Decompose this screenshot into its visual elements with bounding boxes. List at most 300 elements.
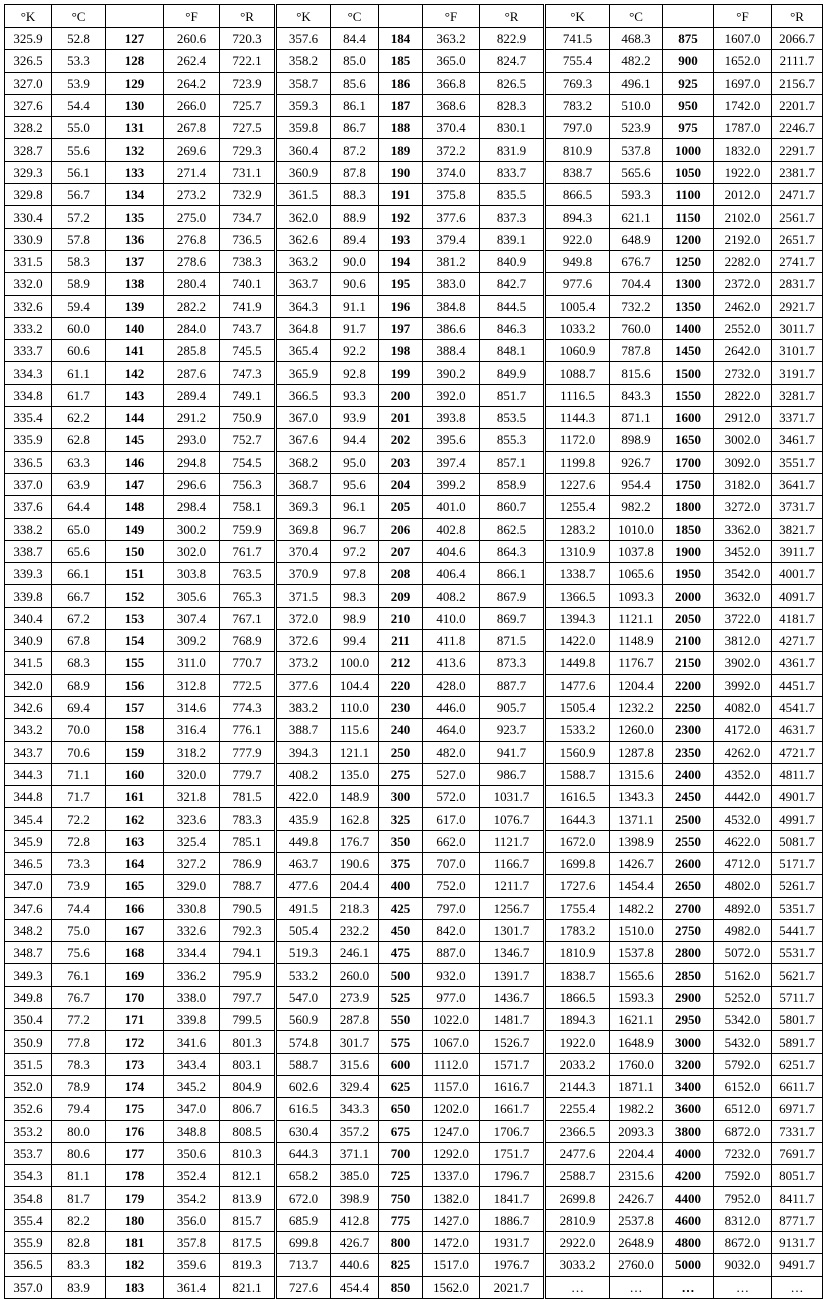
converted-value-cell: 9491.7 <box>772 1254 823 1276</box>
converted-value-cell: 339.8 <box>164 1009 220 1031</box>
converted-value-cell: 334.8 <box>5 384 52 406</box>
key-value-cell: 600 <box>379 1053 423 1075</box>
table-row <box>5 897 823 919</box>
converted-value-cell: 5162.0 <box>714 964 772 986</box>
converted-value-cell: 363.2 <box>276 250 331 272</box>
key-value-cell: 209 <box>379 585 423 607</box>
converted-value-cell: 386.6 <box>423 317 480 339</box>
converted-value-cell: 720.3 <box>220 28 276 50</box>
converted-value-cell: 2648.9 <box>610 1232 663 1254</box>
converted-value-cell: 835.5 <box>480 184 545 206</box>
key-value-cell: 159 <box>106 741 164 763</box>
key-value-cell: 2300 <box>663 719 714 741</box>
converted-value-cell: 1832.0 <box>714 139 772 161</box>
converted-value-cell: 779.7 <box>220 763 276 785</box>
converted-value-cell: 80.6 <box>52 1142 106 1164</box>
table-row <box>5 1098 823 1120</box>
converted-value-cell: 1310.9 <box>545 540 610 562</box>
header-rankine-col-4: °R <box>220 5 276 28</box>
converted-value-cell: 2204.4 <box>610 1142 663 1164</box>
converted-value-cell: 58.3 <box>52 250 106 272</box>
key-value-cell: 187 <box>379 94 423 116</box>
header-celsius-col-11: °C <box>610 5 663 28</box>
converted-value-cell: 797.0 <box>423 897 480 919</box>
converted-value-cell: 408.2 <box>276 763 331 785</box>
table-row <box>5 1031 823 1053</box>
converted-value-cell: 426.7 <box>331 1232 379 1254</box>
converted-value-cell: 1022.0 <box>423 1009 480 1031</box>
converted-value-cell: 1116.5 <box>545 384 610 406</box>
key-value-cell: 146 <box>106 451 164 473</box>
converted-value-cell: 81.7 <box>52 1187 106 1209</box>
converted-value-cell: 5261.7 <box>772 875 823 897</box>
converted-value-cell: 332.0 <box>5 273 52 295</box>
converted-value-cell: 4802.0 <box>714 875 772 897</box>
converted-value-cell: 560.9 <box>276 1009 331 1031</box>
table-row <box>5 674 823 696</box>
header-row <box>5 5 823 28</box>
converted-value-cell: 1338.7 <box>545 563 610 585</box>
converted-value-cell: 343.3 <box>331 1098 379 1120</box>
converted-value-cell: 372.0 <box>276 607 331 629</box>
converted-value-cell: 3722.0 <box>714 607 772 629</box>
converted-value-cell: 843.3 <box>610 384 663 406</box>
converted-value-cell: 2201.7 <box>772 94 823 116</box>
converted-value-cell: 7331.7 <box>772 1120 823 1142</box>
table-row <box>5 429 823 451</box>
converted-value-cell: 477.6 <box>276 875 331 897</box>
converted-value-cell: 602.6 <box>276 1075 331 1097</box>
converted-value-cell: 1346.7 <box>480 942 545 964</box>
converted-value-cell: 329.3 <box>5 161 52 183</box>
key-value-cell: 191 <box>379 184 423 206</box>
converted-value-cell: 1571.7 <box>480 1053 545 1075</box>
converted-value-cell: 91.1 <box>331 295 379 317</box>
converted-value-cell: 1616.5 <box>545 786 610 808</box>
converted-value-cell: 849.9 <box>480 362 545 384</box>
key-value-cell: 201 <box>379 407 423 429</box>
converted-value-cell: 379.4 <box>423 228 480 250</box>
header-celsius-col-1: °C <box>52 5 106 28</box>
key-value-cell: 132 <box>106 139 164 161</box>
converted-value-cell: 264.2 <box>164 72 220 94</box>
converted-value-cell: 76.1 <box>52 964 106 986</box>
header-key-col-2 <box>106 5 164 28</box>
converted-value-cell: 2282.0 <box>714 250 772 272</box>
key-value-cell: 450 <box>379 919 423 941</box>
converted-value-cell: 510.0 <box>610 94 663 116</box>
converted-value-cell: 359.6 <box>164 1254 220 1276</box>
key-value-cell: 1250 <box>663 250 714 272</box>
table-row <box>5 295 823 317</box>
converted-value-cell: 887.7 <box>480 674 545 696</box>
converted-value-cell: 58.9 <box>52 273 106 295</box>
converted-value-cell: 1755.4 <box>545 897 610 919</box>
converted-value-cell: 734.7 <box>220 206 276 228</box>
converted-value-cell: 869.7 <box>480 607 545 629</box>
converted-value-cell: 73.3 <box>52 852 106 874</box>
key-value-cell: 189 <box>379 139 423 161</box>
converted-value-cell: 2156.7 <box>772 72 823 94</box>
converted-value-cell: 704.4 <box>610 273 663 295</box>
converted-value-cell: 260.6 <box>164 28 220 50</box>
converted-value-cell: 6971.7 <box>772 1098 823 1120</box>
converted-value-cell: 2381.7 <box>772 161 823 183</box>
converted-value-cell: 1810.9 <box>545 942 610 964</box>
converted-value-cell: 365.9 <box>276 362 331 384</box>
converted-value-cell: 88.9 <box>331 206 379 228</box>
converted-value-cell: 977.0 <box>423 986 480 1008</box>
converted-value-cell: 1121.7 <box>480 830 545 852</box>
converted-value-cell: 67.8 <box>52 630 106 652</box>
converted-value-cell: 1841.7 <box>480 1187 545 1209</box>
converted-value-cell: 3092.0 <box>714 451 772 473</box>
converted-value-cell: 328.2 <box>5 117 52 139</box>
converted-value-cell: 3191.7 <box>772 362 823 384</box>
key-value-cell: 203 <box>379 451 423 473</box>
converted-value-cell: 329.8 <box>5 184 52 206</box>
converted-value-cell: 769.3 <box>545 72 610 94</box>
conversion-table-container <box>4 4 815 1299</box>
table-row <box>5 28 823 50</box>
converted-value-cell: 740.1 <box>220 273 276 295</box>
header-kelvin-col-0: °K <box>5 5 52 28</box>
converted-value-cell: 75.6 <box>52 942 106 964</box>
key-value-cell: 192 <box>379 206 423 228</box>
converted-value-cell: 926.7 <box>610 451 663 473</box>
converted-value-cell: 390.2 <box>423 362 480 384</box>
key-value-cell: 1650 <box>663 429 714 451</box>
converted-value-cell: 337.0 <box>5 473 52 495</box>
converted-value-cell: 1699.8 <box>545 852 610 874</box>
header-fahrenheit-col-8: °F <box>423 5 480 28</box>
converted-value-cell: 1783.2 <box>545 919 610 941</box>
converted-value-cell: 1931.7 <box>480 1232 545 1254</box>
converted-value-cell: 4082.0 <box>714 696 772 718</box>
table-row <box>5 451 823 473</box>
converted-value-cell: 454.4 <box>331 1276 379 1298</box>
converted-value-cell: 463.7 <box>276 852 331 874</box>
key-value-cell: 800 <box>379 1232 423 1254</box>
key-value-cell: 156 <box>106 674 164 696</box>
header-key-col-7 <box>379 5 423 28</box>
converted-value-cell: 5801.7 <box>772 1009 823 1031</box>
converted-value-cell: 190.6 <box>331 852 379 874</box>
converted-value-cell: 287.6 <box>164 362 220 384</box>
key-value-cell: 171 <box>106 1009 164 1031</box>
key-value-cell: 194 <box>379 250 423 272</box>
key-value-cell: 325 <box>379 808 423 830</box>
converted-value-cell: 2921.7 <box>772 295 823 317</box>
key-value-cell: 200 <box>379 384 423 406</box>
key-value-cell: 131 <box>106 117 164 139</box>
converted-value-cell: 96.1 <box>331 496 379 518</box>
converted-value-cell: 1976.7 <box>480 1254 545 1276</box>
converted-value-cell: 74.4 <box>52 897 106 919</box>
table-row <box>5 964 823 986</box>
converted-value-cell: 1621.1 <box>610 1009 663 1031</box>
converted-value-cell: 363.2 <box>423 28 480 50</box>
table-row <box>5 250 823 272</box>
converted-value-cell: 3812.0 <box>714 630 772 652</box>
converted-value-cell: 1260.0 <box>610 719 663 741</box>
header-celsius-col-6: °C <box>331 5 379 28</box>
converted-value-cell: 815.7 <box>220 1209 276 1231</box>
converted-value-cell: 871.1 <box>610 407 663 429</box>
converted-value-cell: 364.3 <box>276 295 331 317</box>
converted-value-cell: 593.3 <box>610 184 663 206</box>
key-value-cell: 204 <box>379 473 423 495</box>
converted-value-cell: 1886.7 <box>480 1209 545 1231</box>
converted-value-cell: 1588.7 <box>545 763 610 785</box>
converted-value-cell: 6611.7 <box>772 1075 823 1097</box>
converted-value-cell: 2810.9 <box>545 1209 610 1231</box>
converted-value-cell: 381.2 <box>423 250 480 272</box>
converted-value-cell: 76.7 <box>52 986 106 1008</box>
converted-value-cell: 1562.0 <box>423 1276 480 1298</box>
converted-value-cell: 1616.7 <box>480 1075 545 1097</box>
converted-value-cell: 8411.7 <box>772 1187 823 1209</box>
converted-value-cell: 62.2 <box>52 407 106 429</box>
converted-value-cell: 588.7 <box>276 1053 331 1075</box>
converted-value-cell: 5432.0 <box>714 1031 772 1053</box>
converted-value-cell: 330.9 <box>5 228 52 250</box>
key-value-cell: 4000 <box>663 1142 714 1164</box>
converted-value-cell: 1076.7 <box>480 808 545 830</box>
converted-value-cell: 3911.7 <box>772 540 823 562</box>
converted-value-cell: 1982.2 <box>610 1098 663 1120</box>
converted-value-cell: 1199.8 <box>545 451 610 473</box>
converted-value-cell: 93.3 <box>331 384 379 406</box>
converted-value-cell: 1866.5 <box>545 986 610 1008</box>
converted-value-cell: 815.6 <box>610 362 663 384</box>
converted-value-cell: 2093.3 <box>610 1120 663 1142</box>
key-value-cell: 160 <box>106 763 164 785</box>
key-value-cell: 177 <box>106 1142 164 1164</box>
converted-value-cell: 672.0 <box>276 1187 331 1209</box>
converted-value-cell: 1398.9 <box>610 830 663 852</box>
converted-value-cell: 5351.7 <box>772 897 823 919</box>
converted-value-cell: 1537.8 <box>610 942 663 964</box>
header-fahrenheit-col-3: °F <box>164 5 220 28</box>
converted-value-cell: 340.4 <box>5 607 52 629</box>
converted-value-cell: 822.9 <box>480 28 545 50</box>
converted-value-cell: 320.0 <box>164 763 220 785</box>
converted-value-cell: 1505.4 <box>545 696 610 718</box>
converted-value-cell: 2315.6 <box>610 1165 663 1187</box>
converted-value-cell: 323.6 <box>164 808 220 830</box>
converted-value-cell: 741.9 <box>220 295 276 317</box>
converted-value-cell: 1449.8 <box>545 652 610 674</box>
converted-value-cell: 321.8 <box>164 786 220 808</box>
converted-value-cell: 763.5 <box>220 563 276 585</box>
converted-value-cell: 1533.2 <box>545 719 610 741</box>
converted-value-cell: 2471.7 <box>772 184 823 206</box>
converted-value-cell: 2372.0 <box>714 273 772 295</box>
key-value-cell: 650 <box>379 1098 423 1120</box>
table-row <box>5 763 823 785</box>
converted-value-cell: 63.9 <box>52 473 106 495</box>
key-value-cell: 152 <box>106 585 164 607</box>
key-value-cell: 700 <box>379 1142 423 1164</box>
key-value-cell: 850 <box>379 1276 423 1298</box>
converted-value-cell: 311.0 <box>164 652 220 674</box>
converted-value-cell: 547.0 <box>276 986 331 1008</box>
converted-value-cell: 1482.2 <box>610 897 663 919</box>
converted-value-cell: 3281.7 <box>772 384 823 406</box>
converted-value-cell: 271.4 <box>164 161 220 183</box>
converted-value-cell: 1033.2 <box>545 317 610 339</box>
converted-value-cell: 8672.0 <box>714 1232 772 1254</box>
key-value-cell: 195 <box>379 273 423 295</box>
converted-value-cell: 115.6 <box>331 719 379 741</box>
converted-value-cell: 88.3 <box>331 184 379 206</box>
table-row <box>5 1187 823 1209</box>
key-value-cell: 625 <box>379 1075 423 1097</box>
converted-value-cell: 760.0 <box>610 317 663 339</box>
key-value-cell: 575 <box>379 1031 423 1053</box>
converted-value-cell: 440.6 <box>331 1254 379 1276</box>
key-value-cell: 155 <box>106 652 164 674</box>
key-value-cell: 1950 <box>663 563 714 585</box>
table-row <box>5 563 823 585</box>
key-value-cell: 5000 <box>663 1254 714 1276</box>
converted-value-cell: 282.2 <box>164 295 220 317</box>
converted-value-cell: 1343.3 <box>610 786 663 808</box>
converted-value-cell: 52.8 <box>52 28 106 50</box>
converted-value-cell: 830.1 <box>480 117 545 139</box>
converted-value-cell: 148.9 <box>331 786 379 808</box>
converted-value-cell: 398.9 <box>331 1187 379 1209</box>
table-row <box>5 1209 823 1231</box>
key-value-cell: 2500 <box>663 808 714 830</box>
key-value-cell: 3200 <box>663 1053 714 1075</box>
converted-value-cell: 846.3 <box>480 317 545 339</box>
converted-value-cell: 298.4 <box>164 496 220 518</box>
key-value-cell: 250 <box>379 741 423 763</box>
table-row <box>5 273 823 295</box>
converted-value-cell: 747.3 <box>220 362 276 384</box>
key-value-cell: 190 <box>379 161 423 183</box>
key-value-cell: 182 <box>106 1254 164 1276</box>
converted-value-cell: 5711.7 <box>772 986 823 1008</box>
converted-value-cell: 621.1 <box>610 206 663 228</box>
converted-value-cell: 338.0 <box>164 986 220 1008</box>
converted-value-cell: 676.7 <box>610 250 663 272</box>
key-value-cell: 141 <box>106 340 164 362</box>
converted-value-cell: 5891.7 <box>772 1031 823 1053</box>
key-value-cell: 186 <box>379 72 423 94</box>
key-value-cell: 350 <box>379 830 423 852</box>
converted-value-cell: 2561.7 <box>772 206 823 228</box>
key-value-cell: 2550 <box>663 830 714 852</box>
converted-value-cell: … <box>610 1276 663 1298</box>
converted-value-cell: 1481.7 <box>480 1009 545 1031</box>
converted-value-cell: 785.1 <box>220 830 276 852</box>
key-value-cell: 161 <box>106 786 164 808</box>
converted-value-cell: 941.7 <box>480 741 545 763</box>
converted-value-cell: 1060.9 <box>545 340 610 362</box>
converted-value-cell: 1232.2 <box>610 696 663 718</box>
converted-value-cell: 7592.0 <box>714 1165 772 1187</box>
converted-value-cell: 662.0 <box>423 830 480 852</box>
converted-value-cell: 2651.7 <box>772 228 823 250</box>
converted-value-cell: 3902.0 <box>714 652 772 674</box>
converted-value-cell: 9131.7 <box>772 1232 823 1254</box>
key-value-cell: 138 <box>106 273 164 295</box>
converted-value-cell: 4991.7 <box>772 808 823 830</box>
converted-value-cell: 1037.8 <box>610 540 663 562</box>
key-value-cell: 2950 <box>663 1009 714 1031</box>
converted-value-cell: 3632.0 <box>714 585 772 607</box>
converted-value-cell: 361.5 <box>276 184 331 206</box>
converted-value-cell: 783.3 <box>220 808 276 830</box>
converted-value-cell: 352.6 <box>5 1098 52 1120</box>
converted-value-cell: 362.6 <box>276 228 331 250</box>
converted-value-cell: 894.3 <box>545 206 610 228</box>
converted-value-cell: 801.3 <box>220 1031 276 1053</box>
converted-value-cell: 4091.7 <box>772 585 823 607</box>
converted-value-cell: 857.1 <box>480 451 545 473</box>
converted-value-cell: 828.3 <box>480 94 545 116</box>
converted-value-cell: 72.2 <box>52 808 106 830</box>
converted-value-cell: 1672.0 <box>545 830 610 852</box>
converted-value-cell: 371.1 <box>331 1142 379 1164</box>
converted-value-cell: 329.0 <box>164 875 220 897</box>
converted-value-cell: 330.4 <box>5 206 52 228</box>
converted-value-cell: 781.5 <box>220 786 276 808</box>
key-value-cell: 148 <box>106 496 164 518</box>
converted-value-cell: 276.8 <box>164 228 220 250</box>
key-value-cell: 208 <box>379 563 423 585</box>
converted-value-cell: 3362.0 <box>714 518 772 540</box>
converted-value-cell: 795.9 <box>220 964 276 986</box>
key-value-cell: 1500 <box>663 362 714 384</box>
converted-value-cell: 57.8 <box>52 228 106 250</box>
converted-value-cell: 92.8 <box>331 362 379 384</box>
key-value-cell: 4600 <box>663 1209 714 1231</box>
converted-value-cell: 842.7 <box>480 273 545 295</box>
converted-value-cell: 1157.0 <box>423 1075 480 1097</box>
table-row <box>5 362 823 384</box>
table-body <box>5 28 823 1299</box>
converted-value-cell: 848.1 <box>480 340 545 362</box>
converted-value-cell: 5171.7 <box>772 852 823 874</box>
converted-value-cell: 813.9 <box>220 1187 276 1209</box>
key-value-cell: 178 <box>106 1165 164 1187</box>
converted-value-cell: 2642.0 <box>714 340 772 362</box>
converted-value-cell: 468.3 <box>610 28 663 50</box>
key-value-cell: 1700 <box>663 451 714 473</box>
converted-value-cell: 291.2 <box>164 407 220 429</box>
converted-value-cell: 315.6 <box>331 1053 379 1075</box>
converted-value-cell: 204.4 <box>331 875 379 897</box>
converted-value-cell: 977.6 <box>545 273 610 295</box>
converted-value-cell: 316.4 <box>164 719 220 741</box>
converted-value-cell: 355.4 <box>5 1209 52 1231</box>
converted-value-cell: 505.4 <box>276 919 331 941</box>
converted-value-cell: 729.3 <box>220 139 276 161</box>
converted-value-cell: 6251.7 <box>772 1053 823 1075</box>
converted-value-cell: 1922.0 <box>545 1031 610 1053</box>
key-value-cell: 164 <box>106 852 164 874</box>
converted-value-cell: 1526.7 <box>480 1031 545 1053</box>
converted-value-cell: 357.2 <box>331 1120 379 1142</box>
converted-value-cell: 1172.0 <box>545 429 610 451</box>
converted-value-cell: 1838.7 <box>545 964 610 986</box>
table-row <box>5 585 823 607</box>
converted-value-cell: 413.6 <box>423 652 480 674</box>
